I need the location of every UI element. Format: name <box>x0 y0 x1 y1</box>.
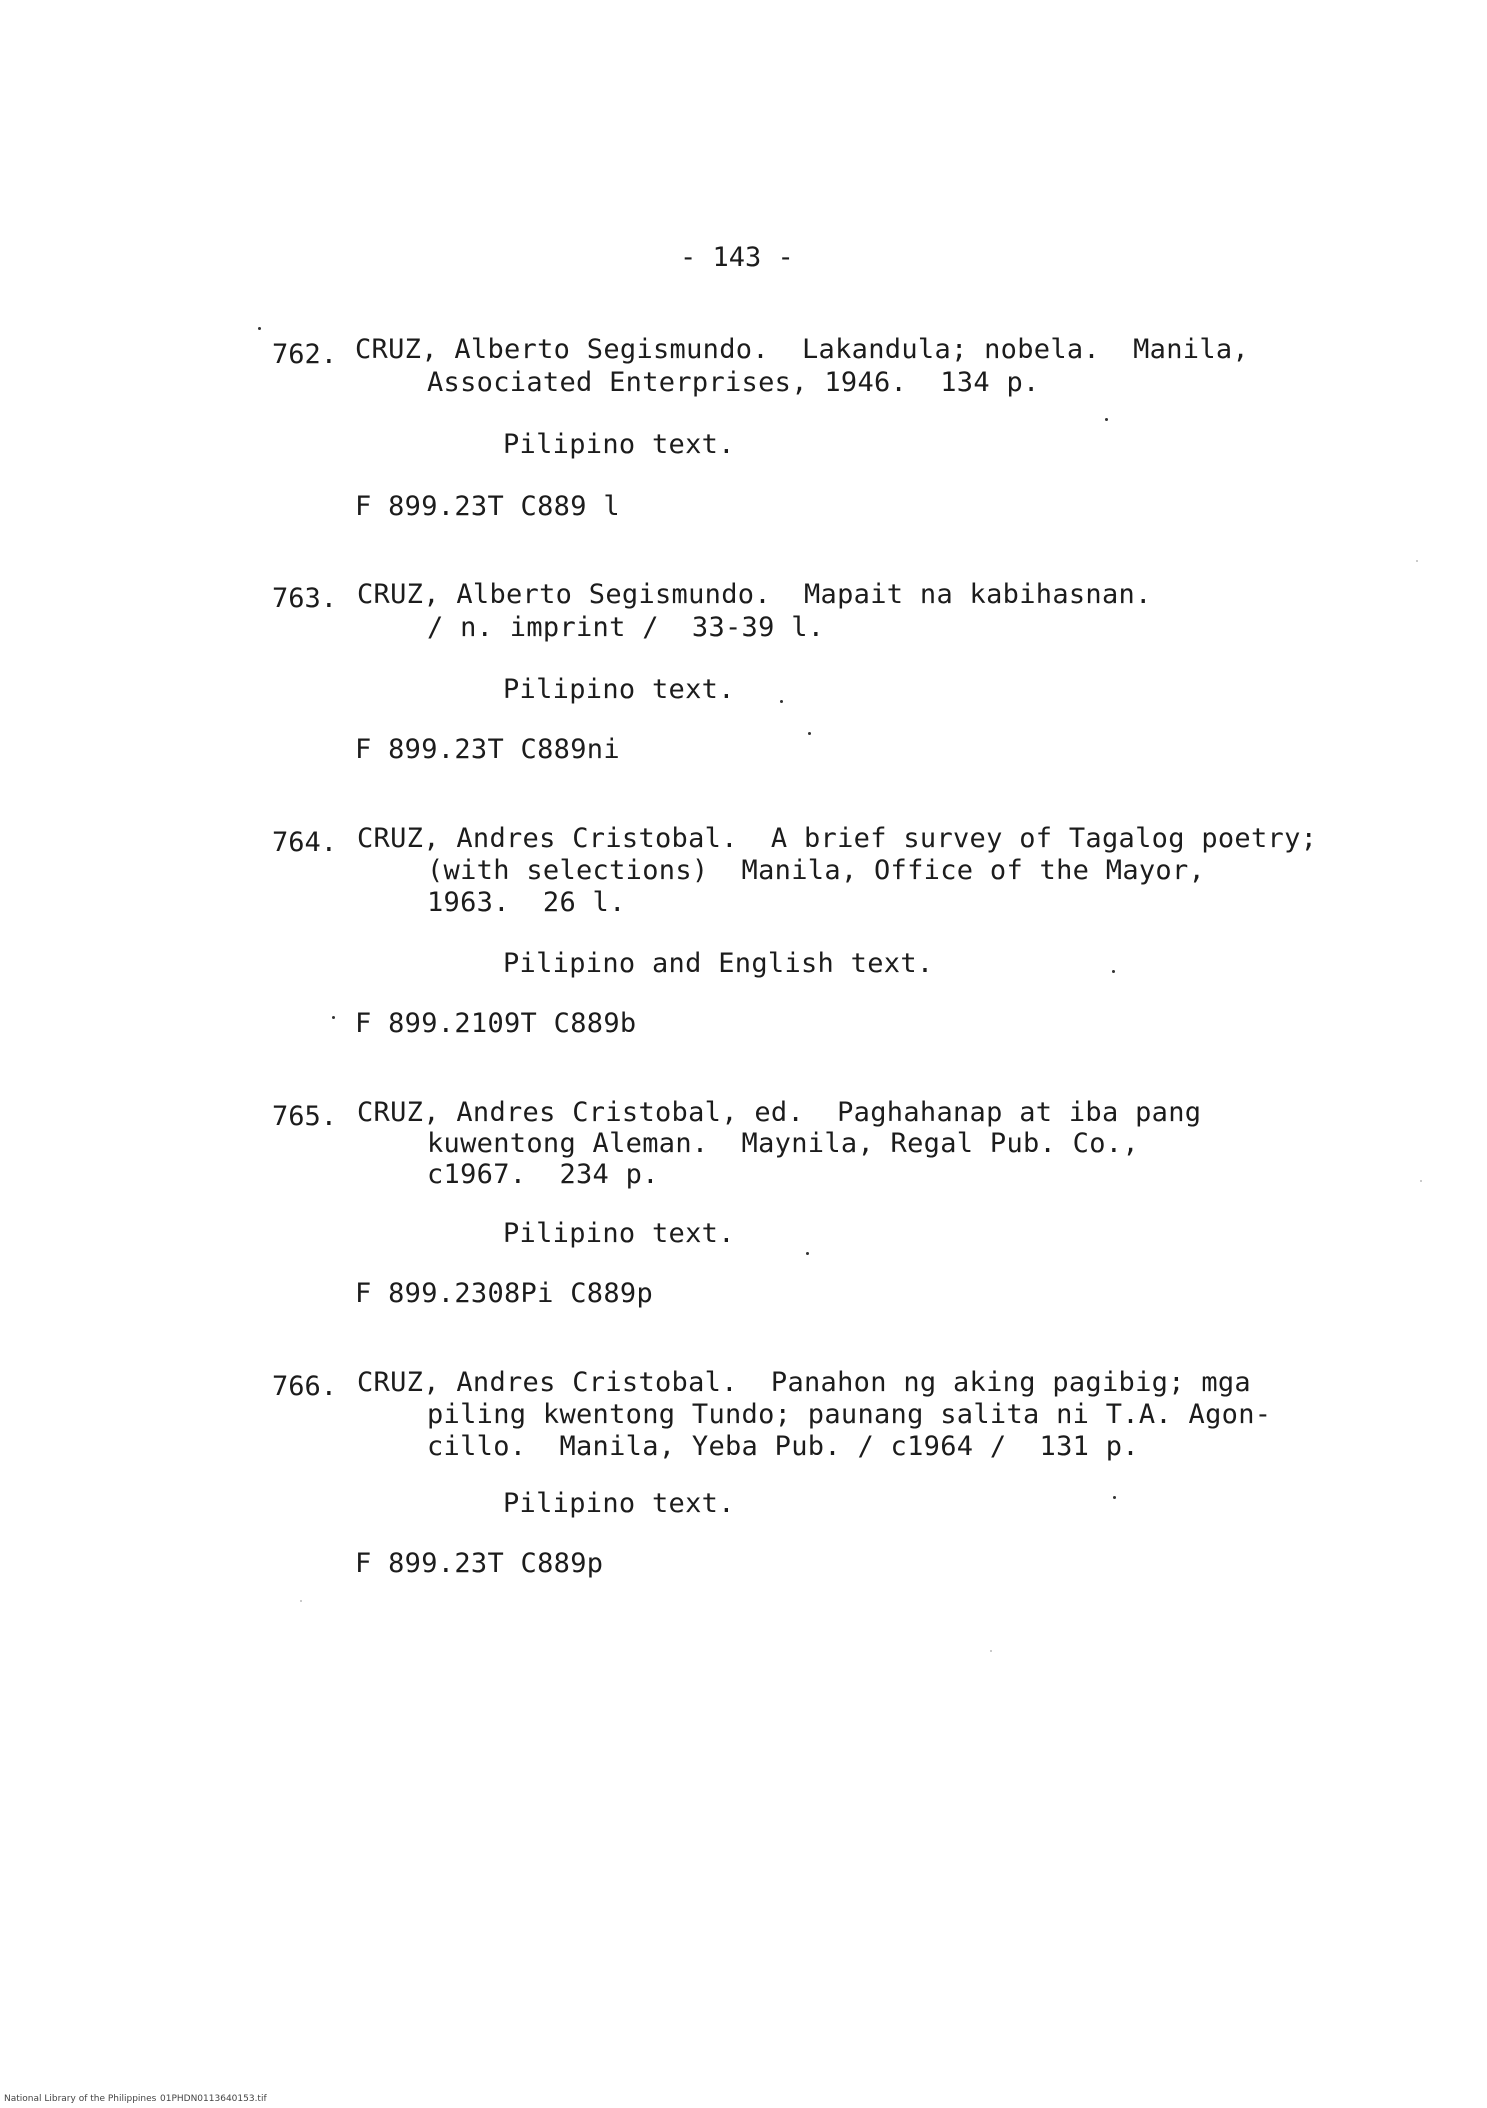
scan-speck <box>300 1600 302 1602</box>
footer-source: National Library of the Philippines <box>4 2094 157 2104</box>
entry-line-3: 1963. 26 l. <box>427 887 626 918</box>
footer-filename: 01PHDN0113640153.tif <box>160 2094 267 2104</box>
entry-line-2: Associated Enterprises, 1946. 134 p. <box>427 367 1040 398</box>
entry-number: 762. <box>272 339 338 370</box>
entry-number: 766. <box>272 1371 338 1402</box>
scan-speck <box>806 1252 809 1255</box>
entry-line-3: c1967. 234 p. <box>427 1159 659 1190</box>
entry-line-1: CRUZ, Andres Cristobal. Panahon ng aking pagibig; mga <box>357 1367 1251 1398</box>
entry-line-2: piling kwentong Tundo; paunang salita ni T.A. Agon- <box>427 1399 1272 1430</box>
scan-speck <box>780 700 783 703</box>
call-number: F 899.2109T C889b <box>355 1008 637 1039</box>
scan-speck <box>1105 418 1108 421</box>
entry-line-3: cillo. Manila, Yeba Pub. / c1964 / 131 p. <box>427 1431 1139 1462</box>
scan-speck <box>808 732 811 735</box>
entry-line-1: CRUZ, Andres Cristobal. A brief survey of Tagalog poetry; <box>357 823 1318 854</box>
entry-note: Pilipino text. <box>503 674 735 705</box>
scan-speck <box>1420 1180 1422 1182</box>
entry-number: 763. <box>272 583 338 614</box>
entry-note: Pilipino text. <box>503 1488 735 1519</box>
scan-speck <box>1112 970 1115 973</box>
call-number: F 899.2308Pi C889p <box>355 1278 653 1309</box>
scan-speck <box>1416 560 1418 562</box>
entry-line-1: CRUZ, Alberto Segismundo. Lakandula; nobela. Manila, <box>355 334 1249 365</box>
call-number: F 899.23T C889 l <box>355 491 620 522</box>
scan-speck <box>990 1650 992 1652</box>
page-number: - 143 - <box>680 242 794 273</box>
entry-line-2: (with selections) Manila, Office of the Mayor, <box>427 855 1206 886</box>
entry-number: 765. <box>272 1101 338 1132</box>
scan-speck <box>258 327 261 330</box>
entry-note: Pilipino and English text. <box>503 948 934 979</box>
call-number: F 899.23T C889ni <box>355 734 620 765</box>
entry-number: 764. <box>272 827 338 858</box>
entry-line-1: CRUZ, Andres Cristobal, ed. Paghahanap at iba pang <box>357 1097 1202 1128</box>
call-number: F 899.23T C889p <box>355 1548 604 1579</box>
entry-line-2: kuwentong Aleman. Maynila, Regal Pub. Co., <box>427 1128 1139 1159</box>
entry-line-2: / n. imprint / 33-39 l. <box>427 612 825 643</box>
entry-line-1: CRUZ, Alberto Segismundo. Mapait na kabihasnan. <box>357 579 1152 610</box>
scan-speck <box>332 1016 335 1019</box>
scan-speck <box>1113 1496 1116 1499</box>
entry-note: Pilipino text. <box>503 429 735 460</box>
entry-note: Pilipino text. <box>503 1218 735 1249</box>
